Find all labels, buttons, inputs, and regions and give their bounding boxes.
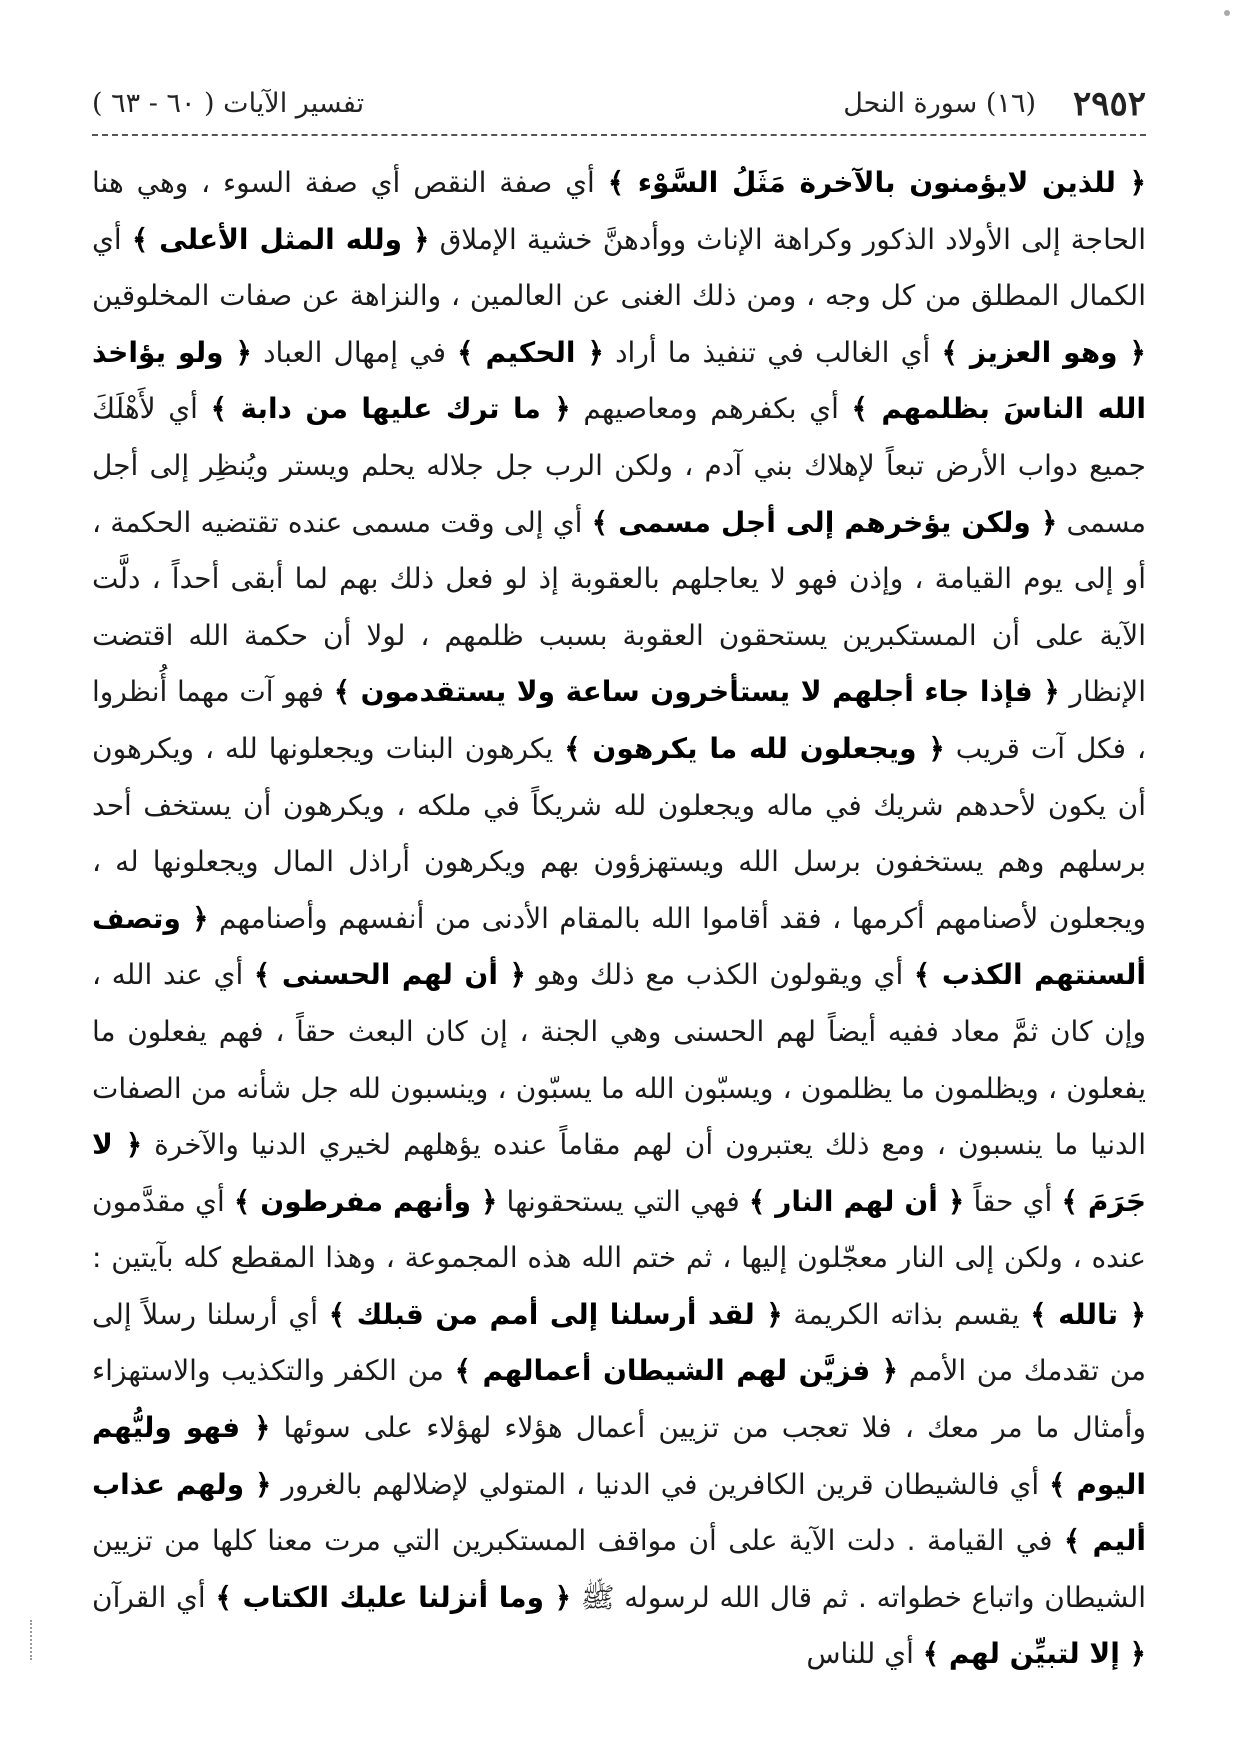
commentary-text: أي القرآن bbox=[92, 1580, 216, 1614]
commentary-text: فهو آت مهما أُنظروا ، فكل آت قريب bbox=[92, 675, 1146, 765]
quran-verse: ﴿ وهو العزيز ﴾ bbox=[941, 335, 1146, 369]
quran-verse: ﴿ الحكيم ﴾ bbox=[457, 335, 604, 369]
tafsir-paragraph bbox=[92, 155, 1146, 1683]
quran-verse: ﴿ وتصف ألسنتهم الكذب ﴾ bbox=[92, 901, 1146, 992]
quran-verse: ﴿ ولو يؤاخذ الله الناسَ بظلمهم ﴾ bbox=[92, 335, 1146, 426]
commentary-text: فهي التي يستحقونها bbox=[497, 1184, 749, 1218]
quran-verse: ﴿ لا جَرَمَ ﴾ bbox=[92, 1128, 1146, 1218]
quran-verse: ﴿ ما ترك عليها من دابة ﴾ bbox=[210, 392, 571, 426]
quran-verse: ﴿ فهو وليُّهم اليوم ﴾ bbox=[92, 1411, 1146, 1501]
quran-verse: ﴿ ولله المثل الأعلى ﴾ bbox=[131, 222, 430, 256]
quran-verse: ﴿ ويجعلون لله ما يكرهون ﴾ bbox=[564, 731, 945, 765]
commentary-text: أي أرسلنا رسلاً إلى من تقدمك من الأمم bbox=[92, 1297, 1146, 1388]
page-header bbox=[92, 78, 1146, 128]
commentary-text: أي حقاً bbox=[964, 1184, 1062, 1218]
header-divider bbox=[92, 134, 1146, 136]
commentary-text: أي الكمال المطلق من كل وجه ، ومن ذلك الغنى عن العالمين ، والنزاهة عن صفات المخلوقين bbox=[92, 222, 1146, 313]
commentary-text: يكرهون البنات ويجعلونها لله ، ويكرهون أن يكون لأحدهم شريك في ماله ويجعلون لله شريكاً في ملكه ، ويكرهون أن يستخف أحد برسلهم وهم يستخفون برسل الله ويستهزؤون بهم ويكرهون أراذل المال ويجعلونها له ، ويجعلون لأصنامهم أكرمها ، فقد أقاموا الله بالمقام الأدنى من أنفسهم وأصنامهم bbox=[92, 731, 1146, 935]
commentary-text: في القيامة . دلت الآية على أن مواقف المستكبرين التي مرت معنا كلها من تزيين الشيطان واتباع خطواته . ثم قال الله لرسوله ﷺ bbox=[92, 1524, 1146, 1614]
tafsir-body bbox=[92, 155, 1146, 1695]
commentary-text: أي صفة النقص أي صفة السوء ، وهي هنا الحاجة إلى الأولاد الذكور وكراهة الإناث ووأدهنَّ خشية الإملاق bbox=[92, 166, 1146, 256]
quran-verse: ﴿ تالله ﴾ bbox=[1030, 1297, 1146, 1331]
quran-verse: ﴿ أن لهم النار ﴾ bbox=[748, 1184, 965, 1218]
quran-verse: ﴿ وما أنزلنا عليك الكتاب ﴾ bbox=[215, 1580, 571, 1614]
verses-range: تفسير الآيات ( ٦٠ - ٦٣ ) bbox=[92, 88, 365, 119]
page-number: ٢٩٥٢ bbox=[1072, 84, 1146, 124]
quran-verse: ﴿ وأنهم مفرطون ﴾ bbox=[233, 1184, 498, 1218]
quran-verse: ﴿ ولهم عذاب أليم ﴾ bbox=[92, 1467, 1146, 1558]
quran-verse: ﴿ إلا لتبيِّن لهم ﴾ bbox=[922, 1637, 1146, 1671]
margin-mark bbox=[30, 1620, 40, 1660]
commentary-text: في إمهال العباد bbox=[251, 335, 458, 369]
quran-verse: ﴿ فزيَّن لهم الشيطان أعمالهم ﴾ bbox=[454, 1354, 899, 1388]
quran-verse: ﴿ للذين لايؤمنون بالآخرة مَثَلُ السَّوْء ﴾ bbox=[607, 166, 1146, 199]
commentary-text: أي مقدَّمون عنده ، ولكن إلى النار معجّلون إليها ، ثم ختم الله هذه المجموعة ، وهذا المقطع كله بآيتين : bbox=[92, 1184, 1146, 1275]
commentary-text: أي ويقولون الكذب مع ذلك وهو bbox=[525, 958, 914, 992]
commentary-text: أي عند الله ، وإن كان ثمَّ معاد ففيه أيضاً لهم الحسنى وهي الجنة ، إن كان البعث حقاً ، فهم يفعلون ما يفعلون ، ويظلمون ما يظلمون ، ويسبّون الله ما يسبّون ، وينسبون لله جل شأنه من الصفات الدنيا ما ينسبون ، ومع ذلك يعتبرون أن لهم مقاماً عنده يؤهلهم لخيري الدنيا والآخرة bbox=[92, 958, 1146, 1162]
quran-verse: ﴿ ولكن يؤخرهم إلى أجل مسمى ﴾ bbox=[591, 505, 1058, 539]
commentary-text: أي الغالب في تنفيذ ما أراد bbox=[603, 335, 942, 369]
corner-dot bbox=[1224, 10, 1230, 16]
quran-verse: ﴿ أن لهم الحسنى ﴾ bbox=[253, 958, 526, 992]
commentary-text: أي إلى وقت مسمى عنده تقتضيه الحكمة ، أو إلى يوم القيامة ، وإذن فهو لا يعاجلهم بالعقوبة إذ لو فعل ذلك بهم لما أبقى أحداً ، دلَّت الآية على أن المستكبرين يستحقون العقوبة بسبب ظلمهم ، لولا أن حكمة الله اقتضت الإنظار bbox=[92, 505, 1146, 709]
commentary-text: يقسم بذاته الكريمة bbox=[782, 1297, 1031, 1331]
quran-verse: ﴿ فإذا جاء أجلهم لا يستأخرون ساعة ولا يستقدمون ﴾ bbox=[333, 675, 1060, 709]
quran-verse: ﴿ لقد أرسلنا إلى أمم من قبلك ﴾ bbox=[328, 1297, 783, 1331]
surah-title: (١٦) سورة النحل bbox=[843, 88, 1036, 119]
commentary-text: أي بكفرهم ومعاصيهم bbox=[570, 392, 852, 426]
commentary-text: من الكفر والتكذيب والاستهزاء وأمثال ما مر معك ، فلا تعجب من تزيين أعمال هؤلاء لهؤلاء على سوئها bbox=[92, 1354, 1146, 1445]
commentary-text: أي للناس bbox=[806, 1637, 923, 1671]
commentary-text: أي لأَهْلَكَ جميع دواب الأرض تبعاً لإهلاك بني آدم ، ولكن الرب جل جلاله يحلم ويستر ويُنظِر إلى أجل مسمى bbox=[92, 392, 1146, 539]
commentary-text: أي فالشيطان قرين الكافرين في الدنيا ، المتولي لإضلالهم بالغرور bbox=[271, 1467, 1050, 1501]
